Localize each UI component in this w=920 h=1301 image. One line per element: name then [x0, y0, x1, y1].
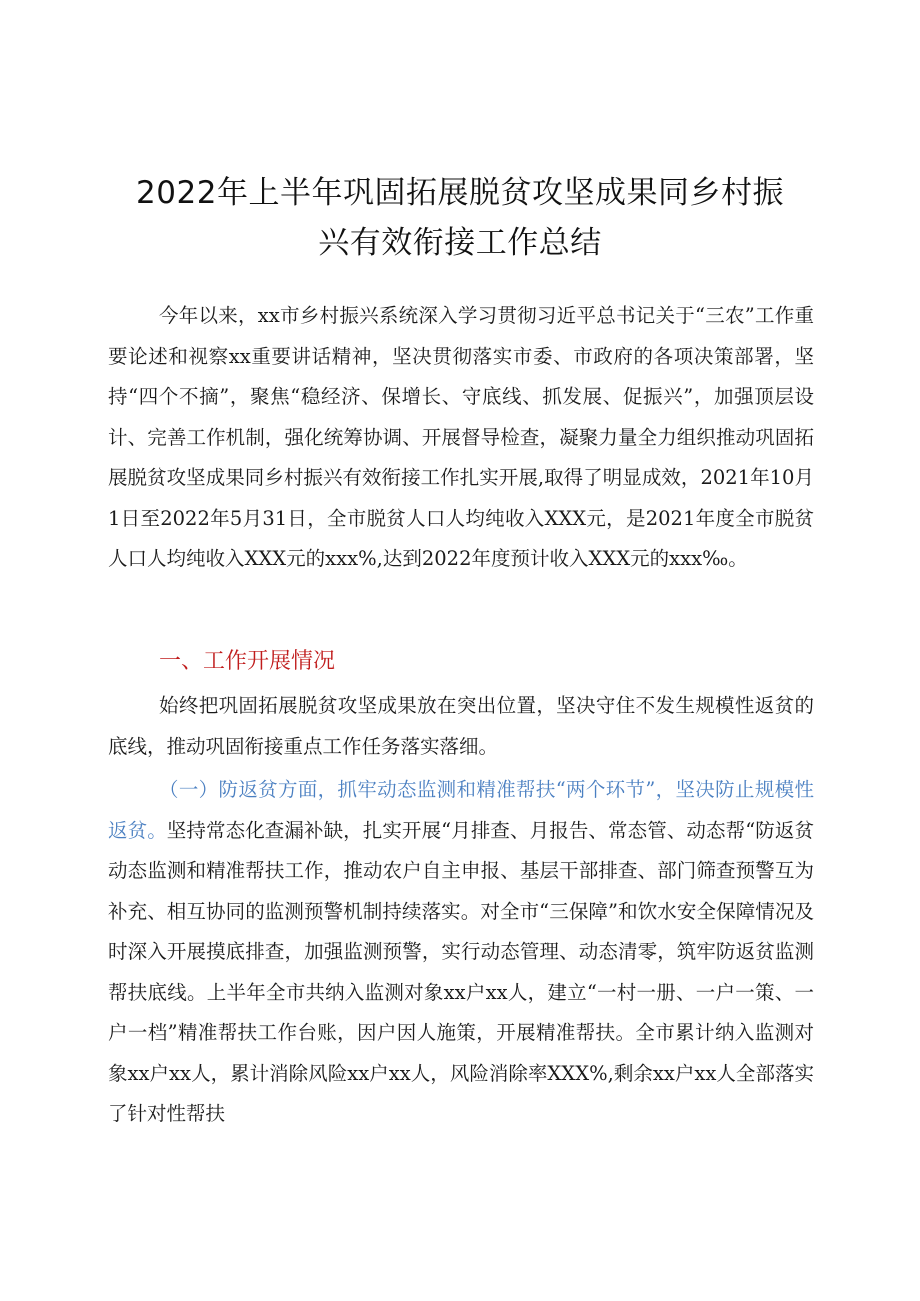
document-title	[100, 168, 820, 268]
intro-paragraph: 今年以来，xx市乡村振兴系统深入学习贯彻习近平总书记关于“三农”工作重要论述和视察xx重要讲话精神，坚决贯彻落实市委、市政府的各项决策部署，坚持“四个不摘”，聚焦“稳经济、保增长、守底线、抓发展、促振兴”，加强顶层设计、完善工作机制，强化统筹协调、开展督导检查，凝聚力量全力组织推动巩固拓展脱贫攻坚成果同乡村振兴有效衔接工作扎实开展,取得了明显成效，2021年10月1日至2022年5月31日，全市脱贫人口人均纯收入XXX元，是2021年度全市脱贫人口人均纯收入XXX元的xxx%,达到2022年度预计收入XXX元的xxx‰。	[108, 304, 814, 570]
subsection-body: 坚持常态化查漏补缺，扎实开展“月排查、月报告、常态管、动态帮“防返贫动态监测和精准帮扶工作，推动农户自主申报、基层干部排查、部门筛查预警互为补充、相互协同的监测预警机制持续落实。对全市“三保障”和饮水安全保障情况及时深入开展摸底排查，加强监测预警，实行动态管理、动态清零，筑牢防返贫监测帮扶底线。上半年全市共纳入监测对象xx户xx人，建立“一村一册、一户一策、一户一档”精准帮扶工作台账，因户因人施策，开展精准帮扶。全市累计纳入监测对象xx户xx人，累计消除风险xx户xx人，风险消除率XXX%,剩余xx户xx人全部落实了针对性帮扶	[108, 818, 814, 1125]
subsection-heading: （一）防返贫方面，抓牢动态监测和精准帮扶“两个环节”，坚决防止规模性返贫。	[108, 778, 814, 842]
section-paragraph: 始终把巩固拓展脱贫攻坚成果放在突出位置，坚决守住不发生规模性返贫的底线，推动巩固衔接重点工作任务落实落细。	[108, 694, 814, 758]
section-heading-work-progress: 一、工作开展情况	[159, 649, 336, 674]
title-line-2: 兴有效衔接工作总结	[318, 225, 602, 261]
title-line-1: 2022年上半年巩固拓展脱贫攻坚成果同乡村振	[136, 175, 784, 211]
subsection-paragraph	[108, 770, 814, 1135]
